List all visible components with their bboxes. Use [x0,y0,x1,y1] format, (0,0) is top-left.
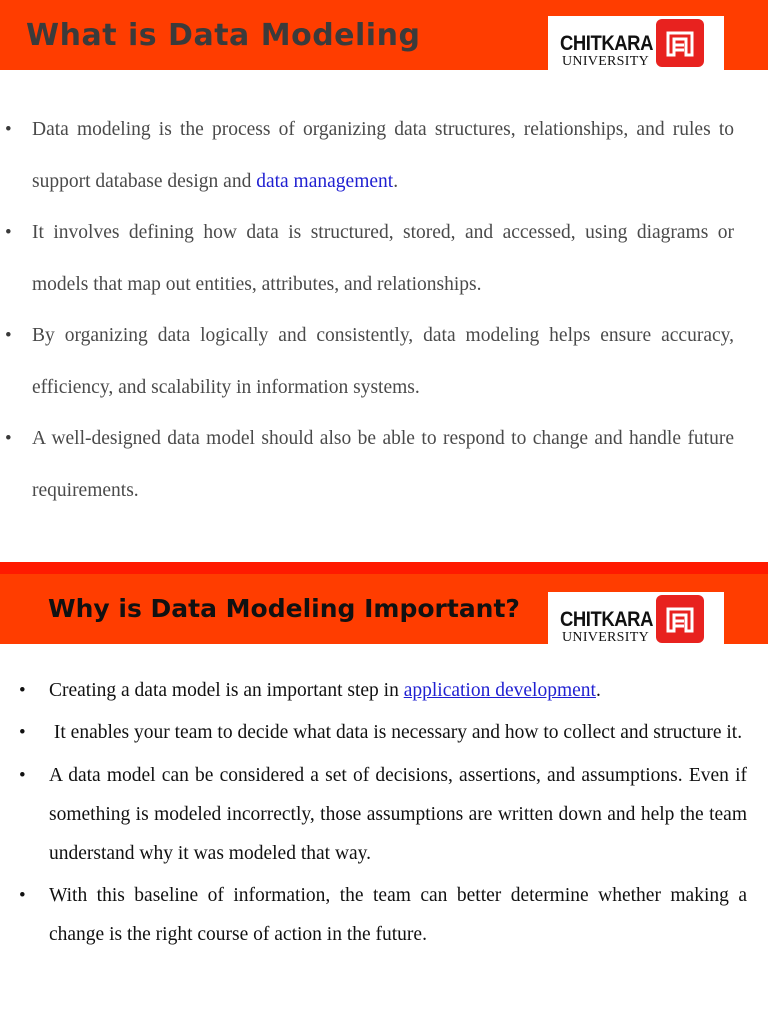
bullet-dot: • [19,680,26,701]
bullet-item [0,413,768,516]
logo-wordmark: CHITKARA [560,32,653,55]
bullet-text: It involves defining how data is structured, stored, and accessed, using diagrams or models that map out entities, attributes, and relationships. [32,222,734,295]
slide-why-data-modeling-important [0,562,768,1024]
bullet-dot: • [19,722,26,744]
bullet-text: Data modeling is the process of organizing data structures, relationships, and rules to support database design and [32,119,734,192]
bullet-text: Creating a data model is an important step in [49,680,404,701]
university-logo [548,592,724,644]
bullet-dot: • [19,885,26,907]
bullet-item [0,757,768,873]
logo-subtitle: UNIVERSITY [562,54,649,69]
header-accent-bar [0,562,768,574]
bullet-dot: • [5,119,12,140]
data-management-link[interactable]: data management [256,170,394,192]
university-logo [548,16,724,70]
logo-subtitle: UNIVERSITY [562,630,649,645]
bullet-item [0,877,768,955]
logo-emblem-icon [656,595,704,643]
bullet-text: By organizing data logically and consistently, data modeling helps ensure accuracy, efficiency, and scalability in information systems. [32,325,734,398]
bullet-text: A data model can be considered a set of decisions, assertions, and assumptions. Even if something is modeled incorrectly, those assumptions are written down and help the team understand why it was modeled that way. [49,764,747,864]
bullet-punct: . [393,170,399,192]
bullet-list [0,104,768,516]
bullet-dot: • [5,428,12,449]
bullet-text: It enables your team to decide what data is necessary and how to collect and structure it. [49,722,743,744]
bullet-list [0,672,768,958]
bullet-item [0,104,768,207]
slide-title: What is Data Modeling [26,18,421,53]
bullet-item [0,714,768,753]
application-development-link[interactable]: application development [403,680,596,701]
bullet-item [0,207,768,310]
bullet-text: With this baseline of information, the team can better determine whether making a change is the right course of action in the future. [49,885,747,945]
bullet-item [0,672,768,711]
bullet-dot: • [5,222,12,243]
slide-header [0,0,768,70]
slide-header [0,562,768,644]
bullet-text: A well-designed data model should also be able to respond to change and handle future requirements. [32,428,734,501]
bullet-dot: • [5,325,12,346]
slide-title: Why is Data Modeling Important? [48,594,520,623]
bullet-dot: • [19,764,26,786]
bullet-punct: . [595,680,601,701]
logo-emblem-icon [656,19,704,67]
logo-wordmark: CHITKARA [560,608,653,631]
bullet-item [0,310,768,413]
